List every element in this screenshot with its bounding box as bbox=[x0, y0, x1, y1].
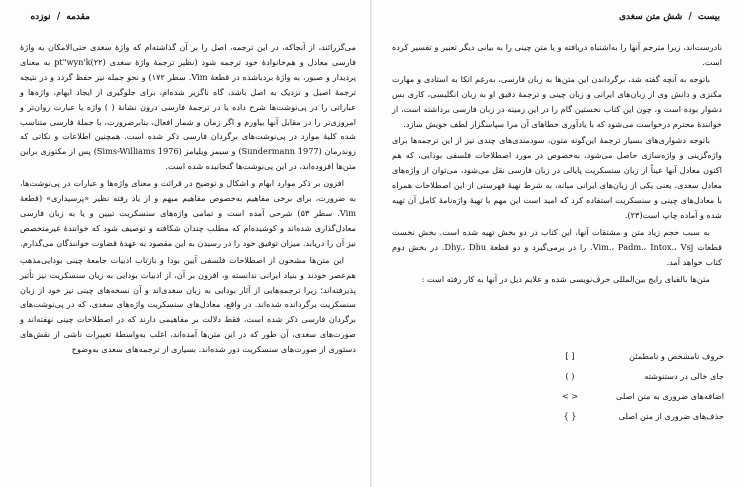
symbol-mark: { } bbox=[563, 411, 577, 421]
list-item bbox=[565, 346, 724, 366]
transliteration-symbol-list bbox=[561, 346, 724, 426]
list-item bbox=[565, 366, 724, 386]
symbol-mark: < > bbox=[561, 391, 579, 401]
symbol-mark: [ ] bbox=[565, 351, 575, 361]
paragraph: متن‌ها بالفبای رایج بین‌المللی حرف‌نویسی شده و علایم ذیل در آنها به کار رفته است : bbox=[421, 273, 710, 284]
paragraph: باتوجه به آنچه گفته شد، برگرداندن این متن‌ها به زبان فارسی، به‌رغم اتکا به استادی و مهارت مکنزی و دانش وی از زبان‌های ایرانی و زبان چینی و ترجمهٔ دقیق او به زبان انگلیسی، کاری بس دشوار بوده است و، چون این کتاب نخستین گام را در این زمینه در زبان فارسی برداشته است، از خوانندهٔ محترم درخواست می‌شود که با یادآوری خطاهای آن مرا سپاسگزار لطف خویش سازد. bbox=[392, 73, 722, 129]
list-item bbox=[561, 386, 724, 406]
left-page-header bbox=[30, 12, 90, 22]
right-page bbox=[372, 0, 744, 487]
header-separator: / bbox=[56, 12, 61, 22]
book-title: شش متن سغدی bbox=[619, 12, 683, 22]
symbol-label: اضافه‌های ضروری به متن اصلی bbox=[616, 391, 724, 401]
list-item bbox=[563, 406, 724, 426]
header-separator: / bbox=[688, 12, 692, 22]
symbol-mark: ( ) bbox=[565, 371, 575, 381]
paragraph: افزون بر ذکر موارد ابهام و اشکال و توضیح در قرائت و معنای واژه‌ها و عبارات در پی‌نوشت‌ها، به ضرورت، برای برخی مفاهیم به‌خصوص مفاهیم مبهم و از یاد رفته نظیر «پرسیداری» (قطعهٔ Vim. سطر ۵٣) شرحی آمده است و تمامی واژه‌های سنسکریت تبیین و یا به زبان فارسی معادل‌گذاری شده‌اند و کوشیده‌ام که مطلب چندان شکافته و توصیف شود که خوانندهٔ غیرمتخصص نیز آن را دریابد. میزان توفیق خود را در رسیدن به این مقصود به عهدهٔ قضاوت خوانندگان می‌گذارم. bbox=[20, 178, 356, 248]
paragraph: به سبب حجم زیاد متن و مشتقات آنها، این کتاب در دو بخش تهیه شده است. بخش نخست قطعات Vim.، Padm.، Intox.، Vsj. را در برمی‌گیرد و دو قطعهٔ Dhy.، Dhu. در بخش دوم کتاب خواهد آمد. bbox=[392, 226, 722, 267]
symbol-label: حروف نامشخص و نامطمئن bbox=[629, 351, 724, 361]
page-number: بیست bbox=[697, 12, 720, 22]
symbol-label: جای خالی در دستنوشته bbox=[644, 371, 724, 381]
right-page-body bbox=[392, 40, 722, 287]
paragraph: نادرست‌اند، زیرا مترجم آنها را به‌اشتباه دریافته و یا متن چینی را به بیانی دیگر تعبیر و تفسیر کرده است. bbox=[392, 42, 722, 67]
right-page-header bbox=[619, 12, 720, 22]
left-page-body bbox=[20, 40, 356, 357]
paragraph: این متن‌ها مشحون از اصطلاحات فلسفی آیین بودا و بازتاب ادبیات جامعهٔ چینی بودایی‌مذهب هم‌عصر خودند و بنیاد ایرانی ندانسته و، افزون بر آن، از ادبیات بودایی به زبان سنسکریت نیز تأثیر پذیرفته‌اند؛ زیرا ترجمه‌هایی از آثار بودایی به زبان سغدی‌اند و آن نسخه‌های چینی نیز خود از زبان سنسکریت برگردانده شده‌اند. در واقع، معادل‌های سنسکریت واژه‌های سغدی، که در پی‌نوشت‌های برگردان فارسی ذکر شده است، فقط دلالت بر مفاهیمی دارند که در اصطلاحات چینی نهفته‌اند و صورت‌های سغدی، آن طور که در این متن‌ها آمده‌اند، اغلب به‌واسطهٔ تغییرات ناشی از نقش‌های دستوری از صورت‌های سنسکریت دور شده‌اند. بسیاری از ترجمه‌های سغدی به‌وضوح bbox=[20, 254, 356, 355]
symbol-label: حذف‌های ضروری از متن اصلی bbox=[618, 411, 724, 421]
paragraph: باتوجه دشواری‌های بسیار ترجمهٔ این‌گونه متون، سودمندی‌های چندی نیز از این ترجمه‌ها برای واژه‌گزینی و واژه‌سازی حاصل می‌شود، به‌خصوص در مورد اصطلاحات فلسفی بودایی، که هم اکنون معادل آنها عیناً از زبان سنسکریت پایالی در زبان فارسی نقل می‌شود، می‌توان از واژه‌های معادل سغدی، یعنی یکی از زبان‌های ایرانی میانه، به شرط تهیهٔ فهرستی از این اصطلاحات همراه با معادل‌های چینی و سنسکریت استفاده کرد که امید است این مهم با تهیهٔ واژه‌نامهٔ کامل آن تهیه شده و آماده چاپ است(٢٣). bbox=[392, 135, 722, 220]
section-name: مقدمه bbox=[66, 12, 90, 22]
page-number: نوزده bbox=[30, 12, 51, 22]
paragraph: می‌گزرائند، از آنجاکه، در این ترجمه، اصل را بر آن گذاشته‌ام که واژهٔ سغدی حتی‌الامکان به واژهٔ فارسی معادل و هم‌خانوادهٔ خود ترجمه شود (نظیر ترجمهٔ واژهٔ سغدی (٢٢)pt"wyn'k به معنای پردیدار و صبور، به واژهٔ بردباشده در قطعهٔ Vim. سطر ١٧٢) و نحو جمله نیز حفظ گردد و در نتیجه ترجمهٔ اصیل و نزدیک به اصل باشد، گاه ناگزیر شده‌ام، برای جلوگیری از ایجاد ابهام، واژه‌ها و عباراتی را در پی‌نوشت‌ها شرح داده یا در ترجمهٔ فارسی درون نشانهٔ ( ) واژه یا عبارت روان‌تر و امروزی‌تر را در مقابل آنها بیاورم و اگر زمان و شمار افعال، بنابرضرورت، با جملهٔ فارسی متناسب شده کلیهٔ موارد در پی‌نوشت‌های برگردان فارسی ذکر شده است. همچنین اطلاعات و نکاتی که زوندرمان (Sundermann 1977) و سیمز ویلیامز (Sims-Williams 1976) پس از مکتوزی براین متن‌ها افزوده‌اند، در این پی‌نوشت‌ها گنجانیده شده است. bbox=[20, 42, 356, 172]
